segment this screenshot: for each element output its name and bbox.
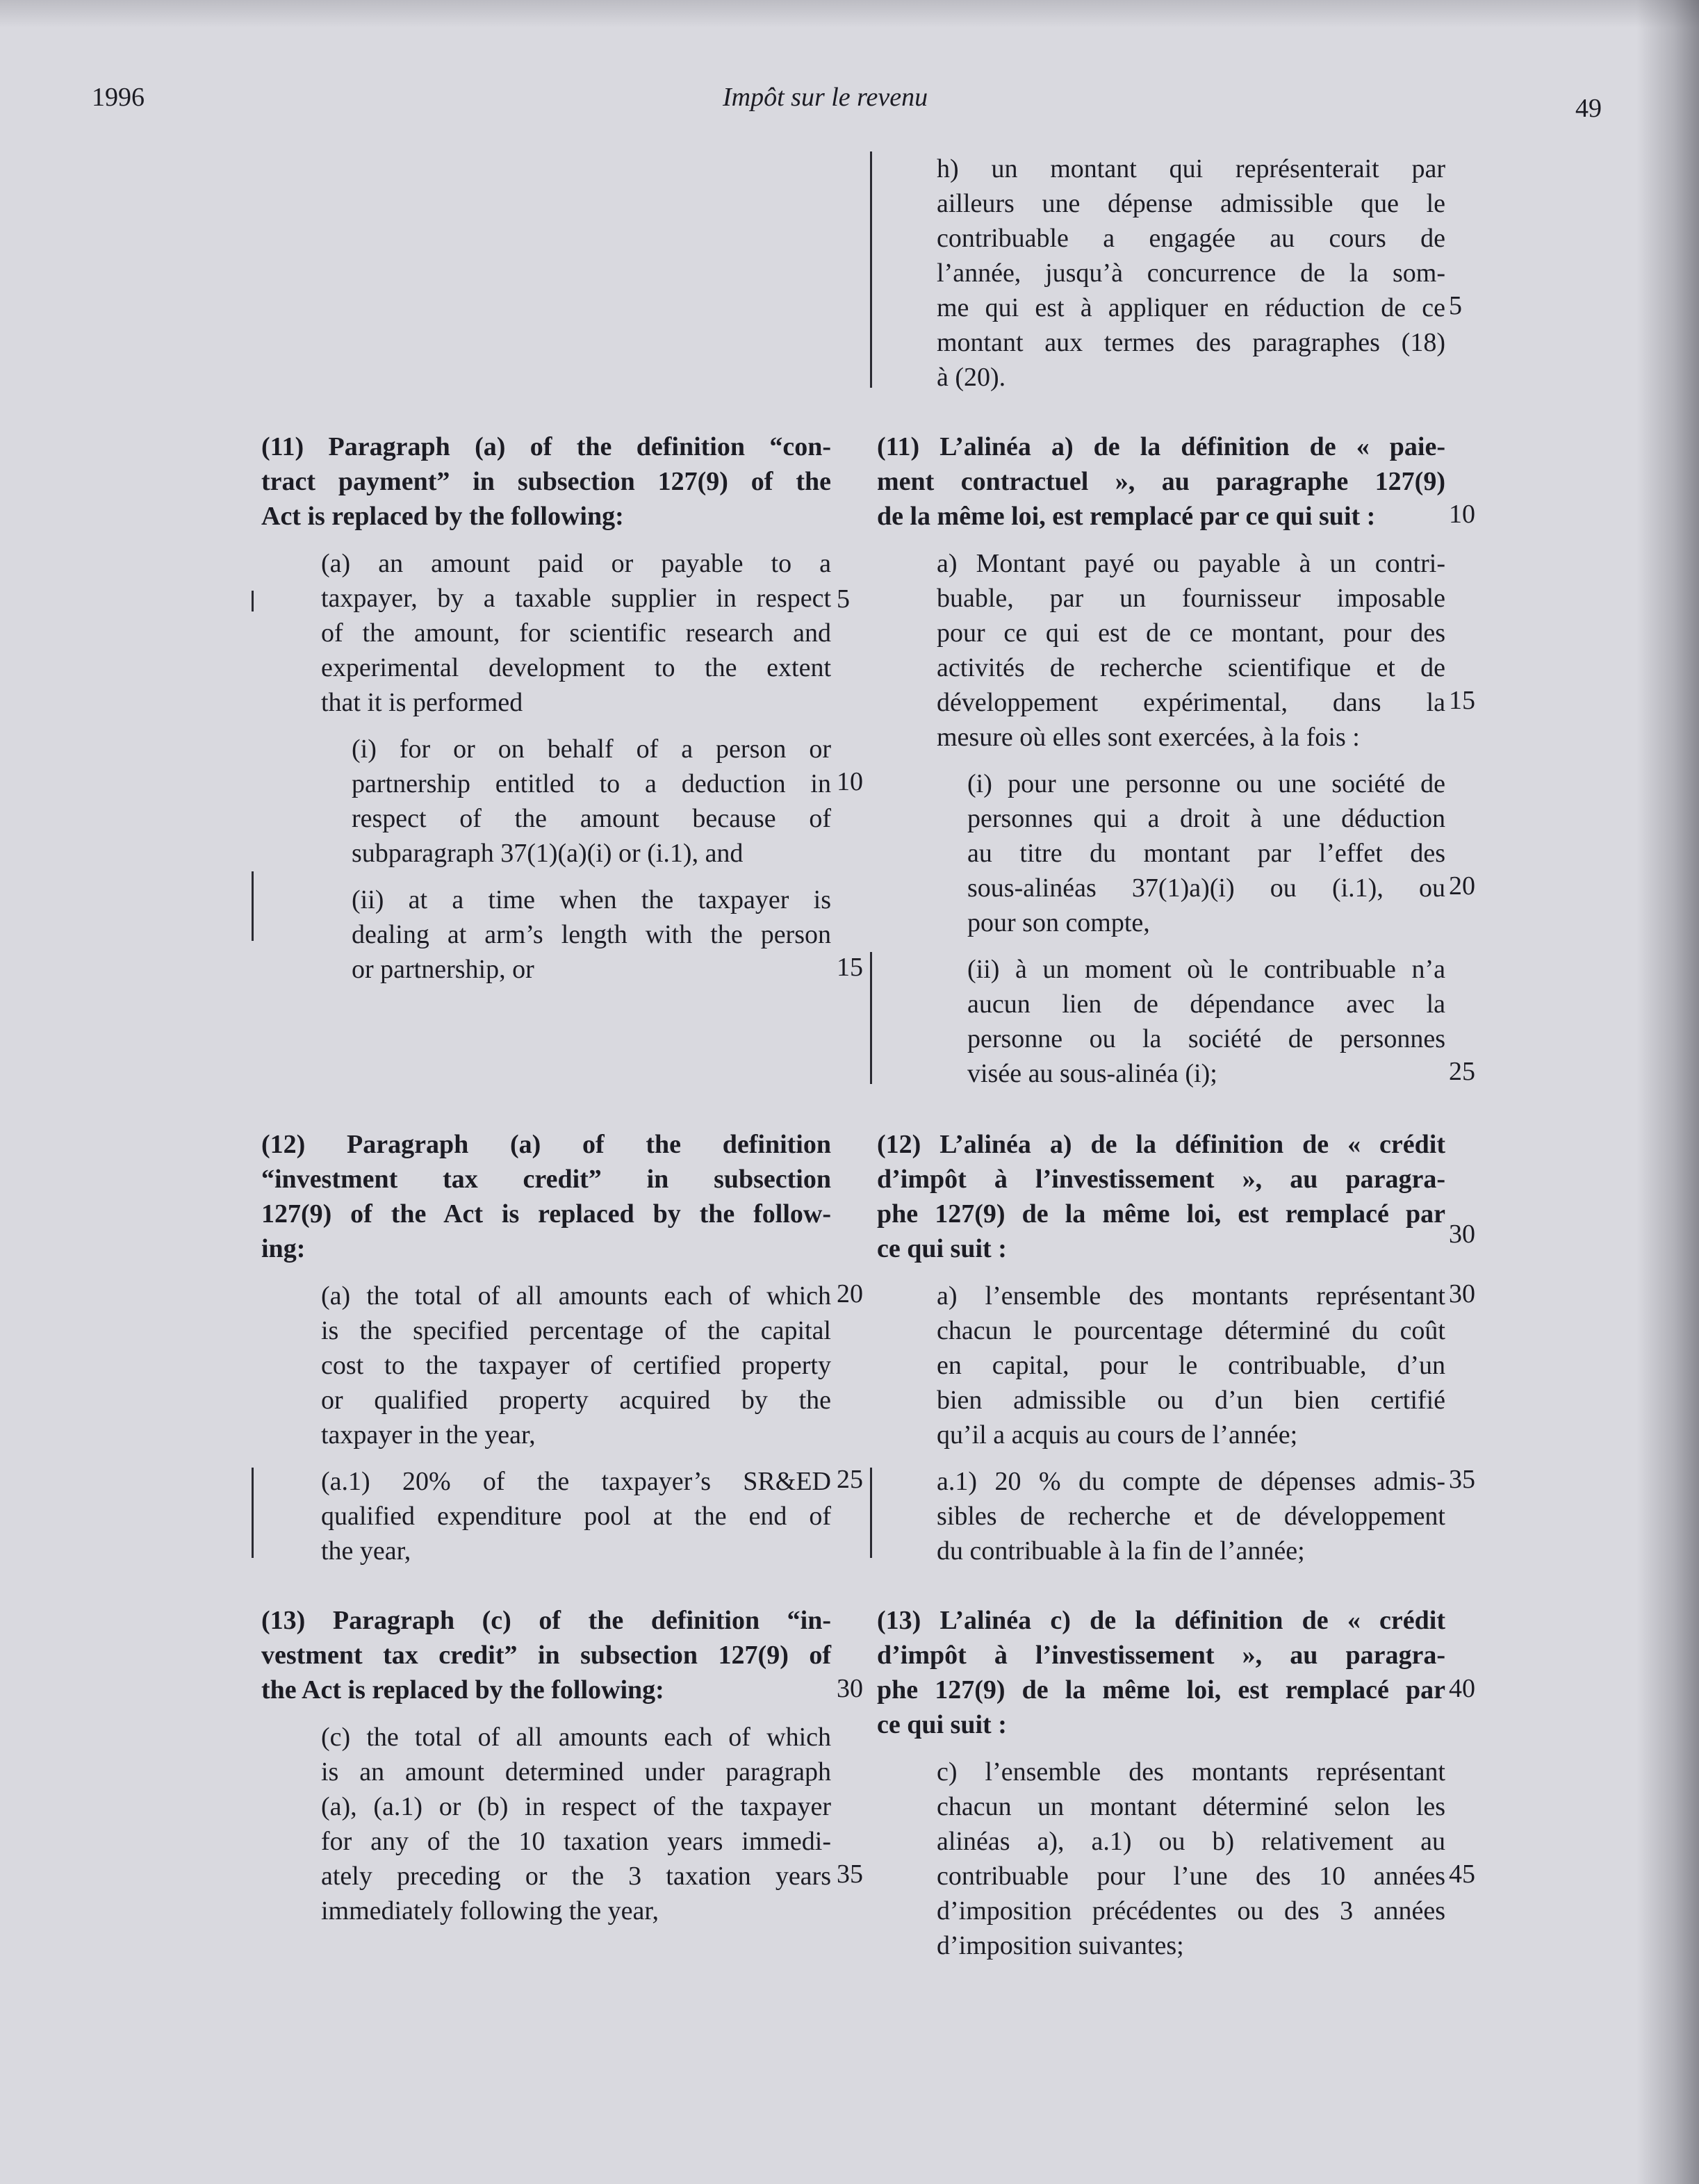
line-number: 5 [1449,291,1462,320]
line-number: 30 [837,1674,863,1703]
change-bar [870,1468,872,1558]
line-number: 45 [1449,1859,1475,1889]
s11-fr-subpara-ii: (ii) à un moment où le contribuable n’a aucun lien de dépendance avec la personne ou la société de personnes visée au sous-alinéa (i); [967,955,1445,1088]
s13-fr-heading: (13) L’alinéa c) de la définition de « crédit d’impôt à l’investissement », au paragra- phe 127(9) de la même loi, est remplacé par ce qui suit : [877,1606,1445,1739]
line-number: 30 [1449,1220,1475,1249]
line-number: 25 [1449,1057,1475,1086]
line-number: 40 [1449,1674,1475,1703]
line-number: 10 [837,767,863,796]
s11-fr-para-a: a) Montant payé ou payable à un contri- buable, par un fournisseur imposable pour ce qui est de ce montant, pour des activités de recherche scientifique et de développement expérimental, dans la mesure où elles sont exercées, à la fois : [937,549,1445,752]
line-number: 10 [1449,500,1475,529]
header-year: 1996 [92,83,145,112]
s13-fr-para-c: c) l’ensemble des montants représentant chacun un montant déterminé selon les alinéas a), a.1) ou b) relativement au contribuable pour l’une des 10 années d’imposition précédentes ou des 3 années d’imposition suivantes; [937,1757,1445,1960]
s12-fr-heading: (12) L’alinéa a) de la définition de « crédit d’impôt à l’investissement », au paragra- phe 127(9) de la même loi, est remplacé par ce qui suit : [877,1130,1445,1263]
s12-fr-para-a: a) l’ensemble des montants représentant chacun le pourcentage déterminé du coût en capital, pour le contribuable, d’un bien admissible ou d’un bien certifié qu’il a acquis au cours de l’année; [937,1281,1445,1450]
change-bar [870,151,872,388]
s12-en-para-a1: (a.1) 20% of the taxpayer’s SR&ED qualified expenditure pool at the end of the year, [321,1467,831,1566]
line-number: 15 [1449,686,1475,715]
s13-en-heading: (13) Paragraph (c) of the definition “in- vestment tax credit” in subsection 127(9) of the Act is replaced by the following: [261,1606,831,1705]
s11-fr-subpara-i: (i) pour une personne ou une société de personnes qui a droit à une déduction au titre du montant par l’effet des sous-alinéas 37(1)a)(i) ou (i.1), ou pour son compte, [967,769,1445,937]
s11-en-subpara-i: (i) for or on behalf of a person or partnership entitled to a deduction in respect of the amount because of subparagraph 37(1)(a)(i) or (i.1), and [352,734,831,868]
page-number: 49 [1575,94,1602,123]
line-number: 25 [837,1465,863,1494]
s12-en-heading: (12) Paragraph (a) of the definition “investment tax credit” in subsection 127(9) of the Act is replaced by the follow- ing: [261,1130,831,1263]
s12-en-para-a: (a) the total of all amounts each of which is the specified percentage of the capital cost to the taxpayer of certified property or qualified property acquired by the taxpayer in the year, [321,1281,831,1450]
scan-top-shadow [0,0,1699,28]
s12-fr-para-a1: a.1) 20 % du compte de dépenses admis- sibles de recherche et de développement du contribuable à la fin de l’année; [937,1467,1445,1566]
line-number: 5 [837,584,850,614]
s13-en-para-c: (c) the total of all amounts each of which is an amount determined under paragraph (a), (a.1) or (b) in respect of the taxpayer for any of the 10 taxation years immedi- ately preceding or the 3 taxation years immediately following the year, [321,1723,831,1926]
change-bar [252,591,254,611]
s11-fr-heading: (11) L’alinéa a) de la définition de « paie- ment contractuel », au paragraphe 127(9) de la même loi, est remplacé par ce qui suit : [877,432,1445,531]
s11-en-heading: (11) Paragraph (a) of the definition “con- tract payment” in subsection 127(9) of the Act is replaced by the following: [261,432,831,531]
change-bar [252,1468,254,1558]
line-number: 20 [837,1279,863,1308]
line-number: 35 [837,1859,863,1889]
change-bar [252,871,254,941]
fr-para-h: h) un montant qui représenterait par ailleurs une dépense admissible que le contribuable a engagée au cours de l’année, jusqu’à concurrence de la som- me qui est à appliquer en réduction de ce montant aux termes des paragraphes (18) à (20). [937,154,1445,392]
s11-en-subpara-ii: (ii) at a time when the taxpayer is dealing at arm’s length with the person or partnership, or [352,885,831,984]
s11-en-para-a: (a) an amount paid or payable to a taxpayer, by a taxable supplier in respect of the amount, for scientific research and experimental development to the extent that it is performed [321,549,831,717]
line-number: 20 [1449,871,1475,901]
scan-spine-shadow [1636,0,1699,2184]
change-bar [870,952,872,1084]
line-number: 30 [1449,1279,1475,1308]
header-title: Impôt sur le revenu [723,83,928,112]
line-number: 15 [837,953,863,982]
line-number: 35 [1449,1465,1475,1494]
